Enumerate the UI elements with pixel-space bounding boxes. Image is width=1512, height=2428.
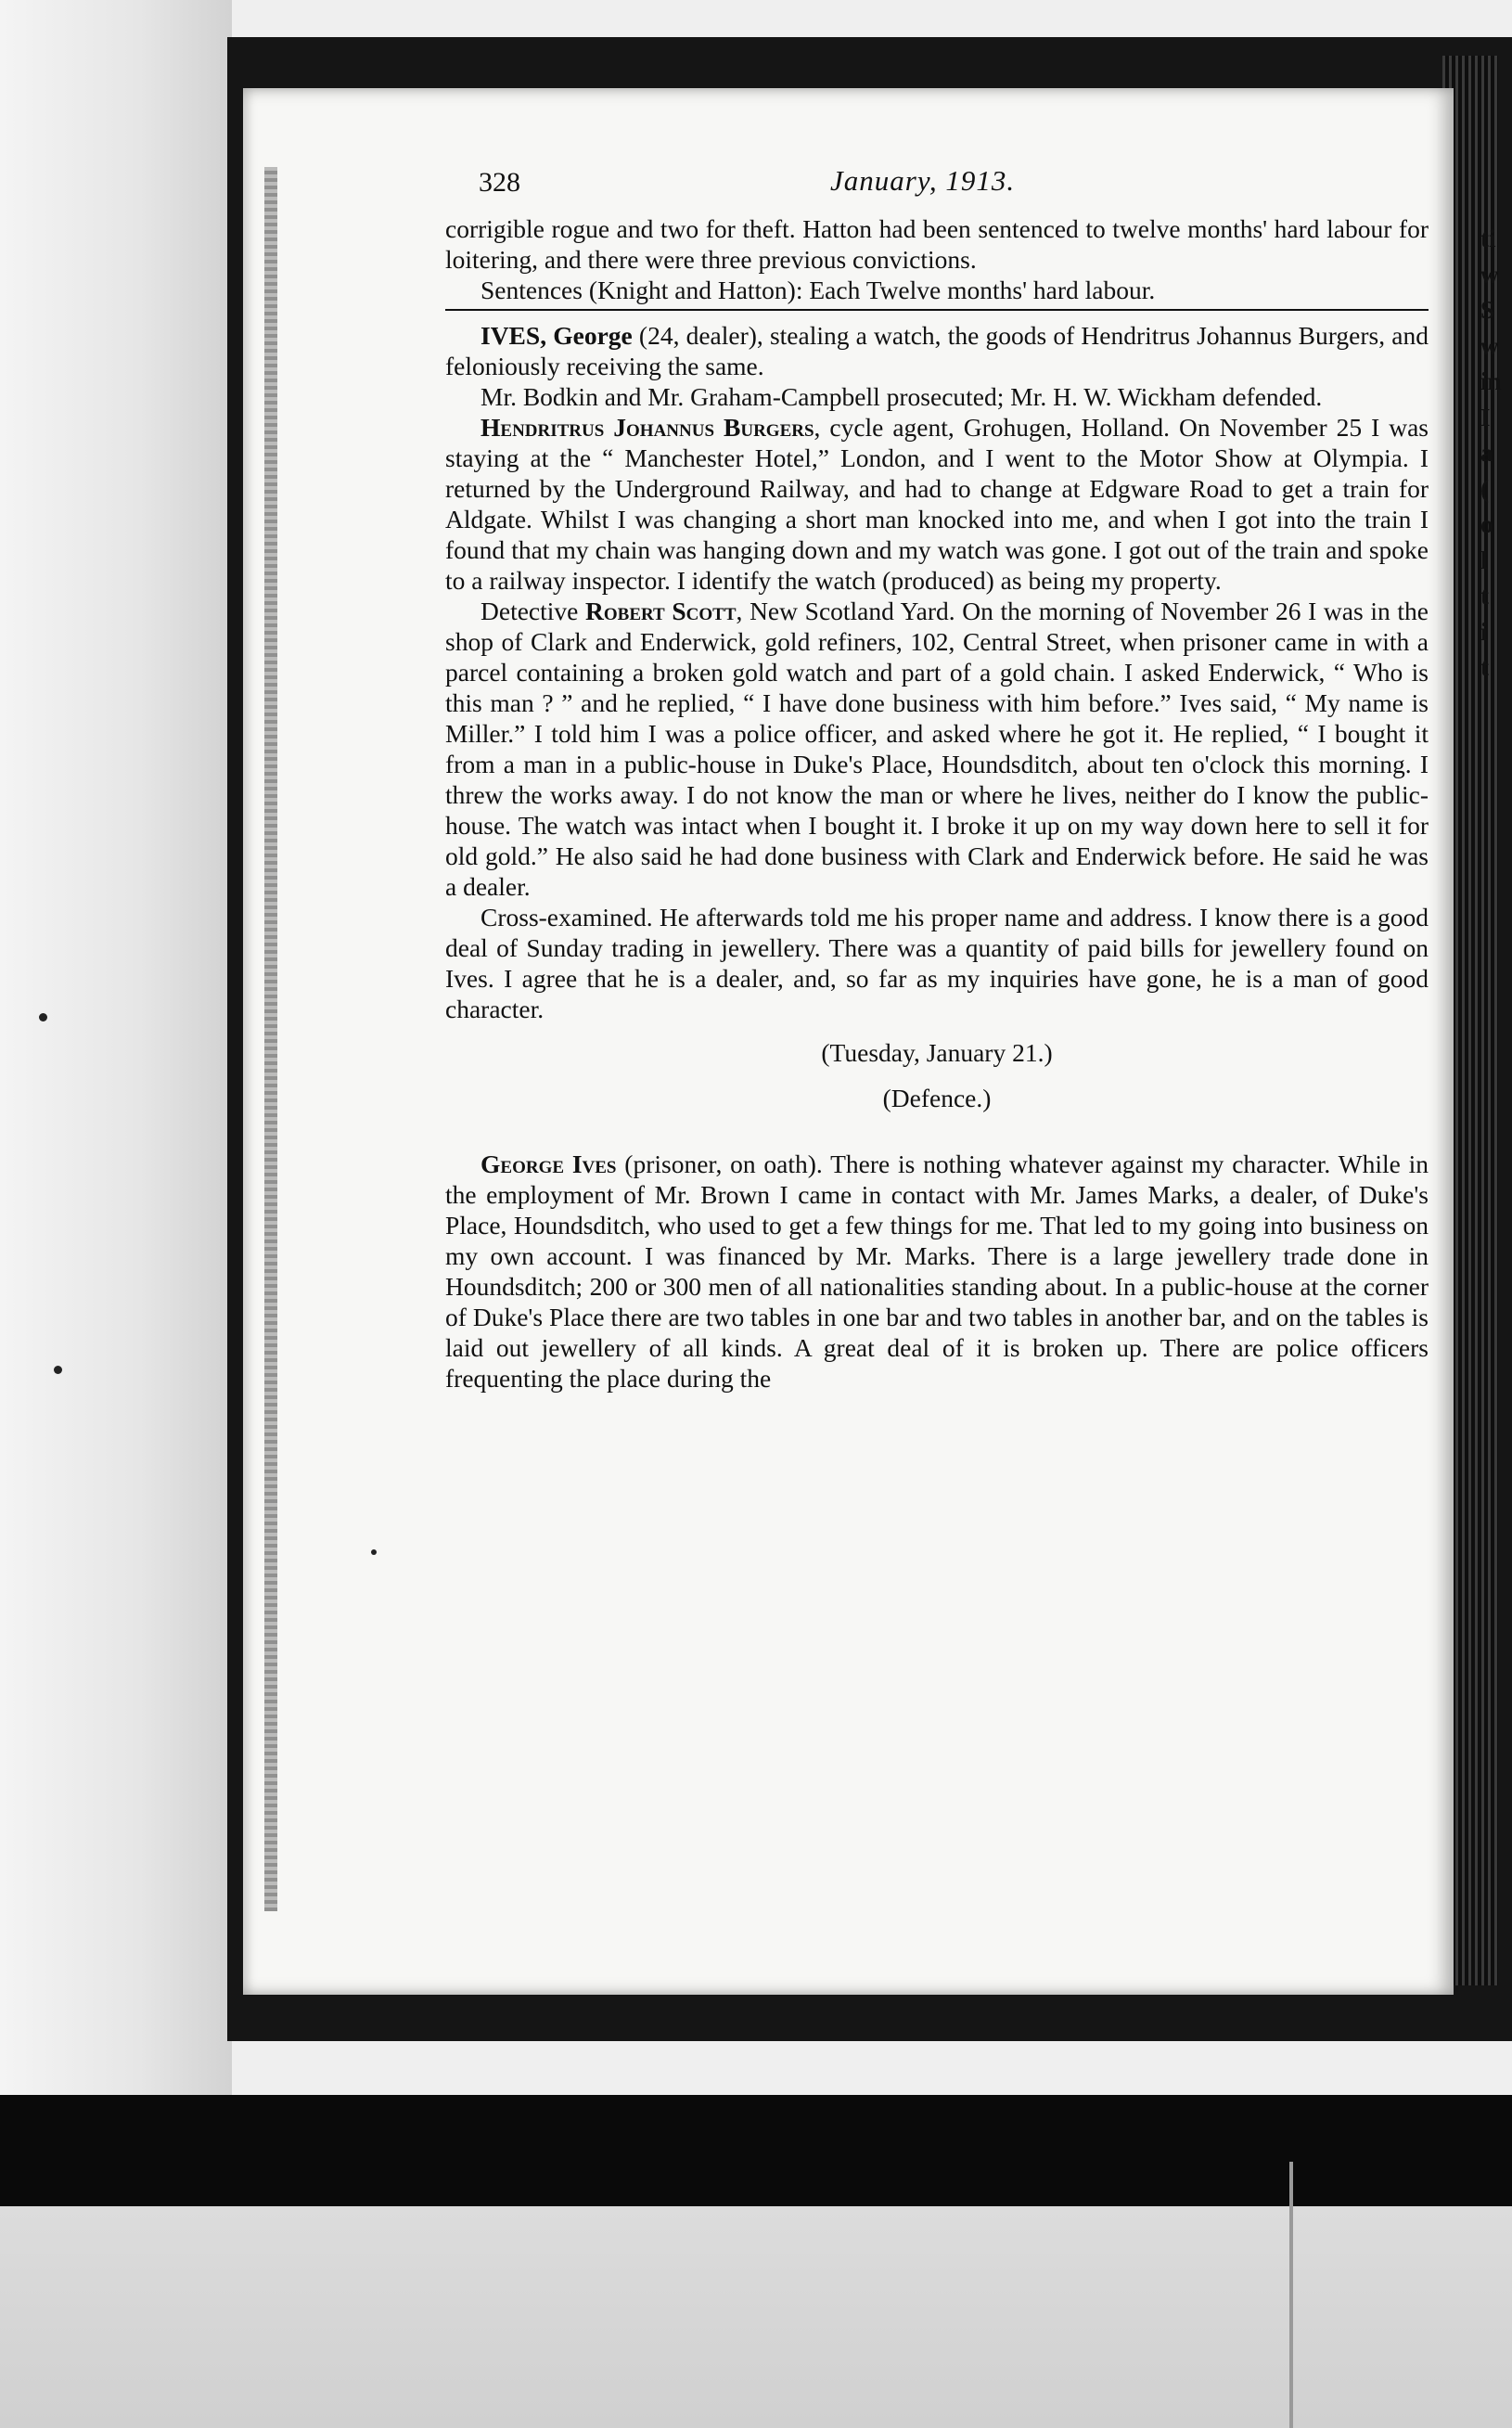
margin-fragment: i bbox=[1480, 617, 1488, 646]
facing-page-fragment bbox=[1480, 221, 1512, 686]
case-divider bbox=[445, 309, 1429, 311]
cross-examination: Cross-examined. He afterwards told me his proper name and address. I know there is a good deal of Sunday trading in jewellery. There was a quantity of paid bills for jewellery found on Ives. I agree that he is a dealer, and, so far as my inquiries have gone, he is a man of good character. bbox=[445, 903, 1429, 1023]
scan-speck bbox=[371, 1549, 377, 1555]
case-details: (24, dealer), stealing a watch, the goods of Hendritrus Johannus Burgers, and feloniously receiving the same. bbox=[445, 321, 1429, 380]
margin-fragment: t bbox=[1480, 653, 1489, 681]
running-head: January, 1913. bbox=[830, 164, 1016, 197]
witness-name: Hendritrus Johannus Burgers bbox=[481, 413, 814, 442]
witness-burgers bbox=[445, 412, 1429, 596]
scan-speck bbox=[54, 1366, 62, 1374]
defence-heading: (Defence.) bbox=[882, 1084, 992, 1112]
page-gutter bbox=[264, 167, 277, 1911]
margin-fragment: in bbox=[1480, 367, 1502, 395]
scan-speck bbox=[39, 1013, 47, 1021]
margin-fragment: I bbox=[1480, 403, 1491, 431]
margin-fragment: w bbox=[1480, 331, 1499, 360]
witness-testimony: , New Scotland Yard. On the morning of November 26 I was in the shop of Clark and Enderwick, gold refiners, 102, Central Street, when prisoner came in with a parcel containing a broken gold watch and part of a gold chain. I asked Enderwick, “ Who is this man ? ” and he replied, “ I have done business with him before.” Ives said, “ My name is Miller.” I told him I was a police officer, and asked where he got it. He replied, “ I bought it from a man in a public-house in Duke's Place, Houndsditch, about ten o'clock this morning. I threw the works away. I do not know the man or where he lives, neither do I know the public-house. The watch was intact when I bought it. I broke it up on my way down here to sell it for old gold.” He also said he had done business with Clark and Enderwick before. He said he was a dealer. bbox=[445, 597, 1429, 901]
case-name: IVES, George bbox=[481, 321, 633, 350]
margin-fragment: S bbox=[1480, 296, 1495, 324]
counsel-paragraph: Mr. Bodkin and Mr. Graham-Campbell prosecuted; Mr. H. W. Wickham defended. bbox=[481, 382, 1323, 411]
scan-bottom-area bbox=[0, 2206, 1512, 2428]
defendant-testimony: (prisoner, on oath). There is nothing whatever against my character. While in the employment of Mr. Brown I came in contact with Mr. James Marks, a dealer, of Duke's Place, Houndsditch, who used to get a few things for me. That led to my going into business on my own account. I was financed by Mr. Marks. There is a large jewellery trade done in Houndsditch; 200 or 300 men of all nationalities standing about. In a public-house at the corner of Duke's Place there are two tables in one bar and two tables in another bar, and on the tables is laid out jewellery of all kinds. A great deal of it is broken up. There are police officers frequenting the place during the bbox=[445, 1150, 1429, 1393]
margin-fragment: t bbox=[1480, 582, 1489, 610]
witness-prefix: Detective bbox=[481, 597, 586, 625]
case-heading bbox=[445, 320, 1429, 381]
date-heading: (Tuesday, January 21.) bbox=[821, 1038, 1053, 1067]
margin-fragment: ti bbox=[1480, 225, 1496, 252]
margin-fragment: ( bbox=[1480, 474, 1489, 503]
paragraph-continuation: corrigible rogue and two for theft. Hatton had been sentenced to twelve months' hard labour for loitering, and there were three previous convictions. bbox=[445, 214, 1429, 274]
page-header bbox=[445, 164, 1429, 212]
defendant-name: George Ives bbox=[481, 1150, 617, 1178]
margin-fragment: w bbox=[1480, 260, 1499, 289]
left-scan-margin bbox=[0, 0, 232, 2097]
page-number: 328 bbox=[479, 167, 520, 198]
spacer bbox=[445, 1128, 1429, 1149]
margin-fragment: o bbox=[1480, 510, 1493, 538]
witness-scott bbox=[445, 596, 1429, 902]
scan-dark-band bbox=[0, 2095, 1512, 2206]
film-scratch bbox=[1289, 2162, 1293, 2428]
witness-name: Robert Scott bbox=[585, 597, 737, 625]
margin-fragment: a bbox=[1480, 439, 1493, 467]
margin-fragment: l bbox=[1480, 546, 1488, 574]
page-text bbox=[445, 164, 1429, 1394]
paragraph-sentences: Sentences (Knight and Hatton): Each Twelve months' hard labour. bbox=[481, 276, 1156, 304]
defence-testimony bbox=[445, 1149, 1429, 1394]
witness-testimony: , cycle agent, Grohugen, Holland. On November 25 I was staying at the “ Manchester Hotel,” London, and I went to the Motor Show at Olympia. I returned by the Underground Railway, and had to change at Edgware Road to get a train for Aldgate. Whilst I was changing a short man knocked into me, and when I got into the train I found that my chain was hanging down and my watch was gone. I got out of the train and spoke to a railway inspector. I identify the watch (produced) as being my property. bbox=[445, 413, 1429, 595]
